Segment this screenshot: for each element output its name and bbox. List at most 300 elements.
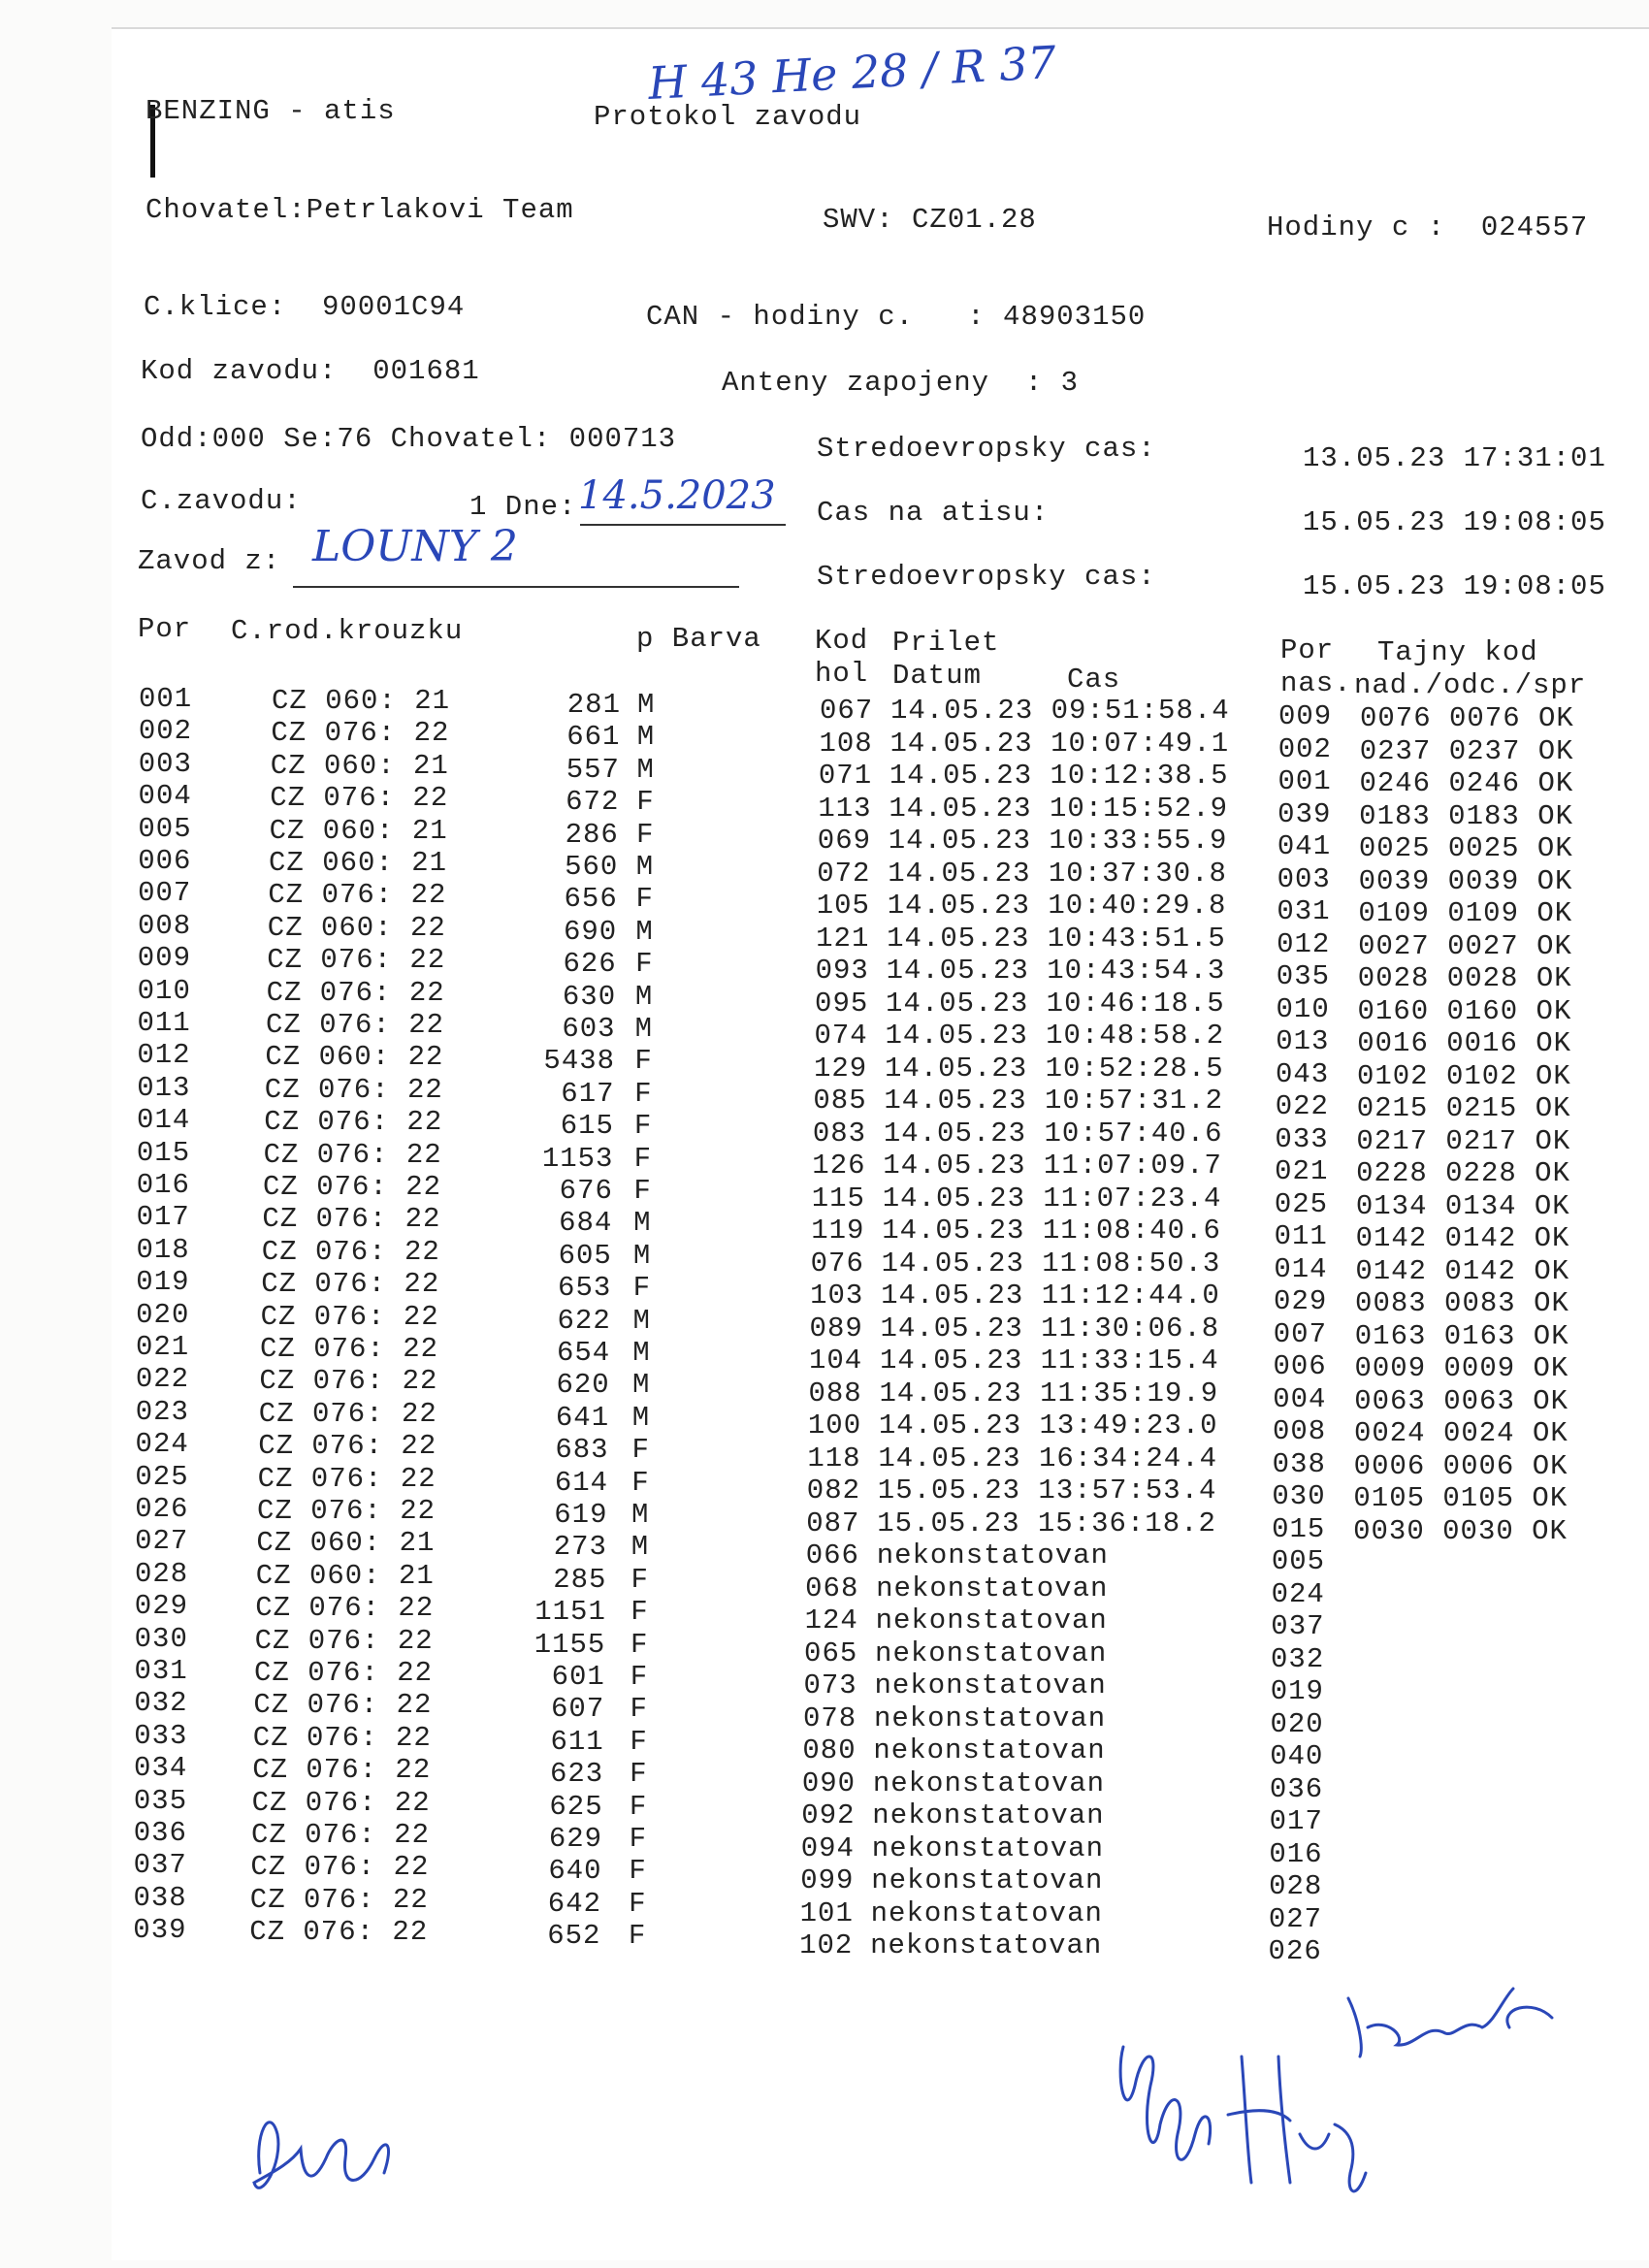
- row-ring-number: 1151: [534, 1596, 606, 1629]
- col-ring: C.rod.krouzku: [231, 615, 464, 647]
- row-kod: 101: [799, 1896, 854, 1929]
- row-ring: CZ 076: 22: [267, 944, 446, 977]
- row-arrival: nekonstatovan: [876, 1571, 1109, 1604]
- row-kod: 067: [820, 695, 874, 727]
- row-secret-code: 0246 0246 OK: [1359, 767, 1574, 799]
- row-ring-number: 620: [556, 1369, 610, 1402]
- row-por-nas: 025: [1274, 1187, 1329, 1220]
- row-secret-code: 0063 0063 OK: [1354, 1384, 1569, 1417]
- row-por-nas: 029: [1274, 1285, 1328, 1317]
- row-ring: CZ 076: 22: [254, 1657, 434, 1689]
- row-kod: 069: [817, 825, 872, 857]
- row-ring: CZ 076: 22: [252, 1721, 432, 1754]
- cet-value-2: 15.05.23 19:08:05: [1303, 570, 1606, 602]
- row-ring: CZ 076: 22: [251, 1786, 431, 1819]
- row-ring-number: 603: [562, 1013, 616, 1045]
- row-por: 039: [133, 1914, 187, 1947]
- row-sex: F: [630, 1563, 649, 1596]
- row-por: 021: [136, 1331, 190, 1363]
- row-secret-code: 0024 0024 OK: [1353, 1417, 1568, 1449]
- row-por-nas: 033: [1275, 1122, 1329, 1155]
- row-por-nas: 028: [1269, 1870, 1323, 1902]
- row-secret-code: 0228 0228 OK: [1356, 1157, 1570, 1189]
- row-sex: M: [637, 689, 656, 721]
- row-arrival: 14.05.23 10:43:54.3: [886, 955, 1226, 987]
- row-ring-number: 626: [563, 948, 617, 981]
- row-kod: 080: [802, 1734, 857, 1766]
- row-por: 006: [138, 845, 192, 877]
- row-por: 018: [136, 1233, 190, 1266]
- row-kod: 100: [807, 1409, 862, 1442]
- row-ring-number: 615: [560, 1110, 614, 1143]
- row-por: 022: [135, 1363, 190, 1396]
- row-por-nas: 011: [1274, 1220, 1328, 1252]
- row-por-nas: 037: [1271, 1610, 1325, 1642]
- row-ring-number: 611: [550, 1725, 604, 1758]
- row-sex: F: [636, 818, 655, 851]
- row-kod: 085: [813, 1085, 867, 1117]
- row-sex: M: [632, 1239, 652, 1272]
- row-kod: 093: [815, 955, 869, 987]
- row-secret-code: 0160 0160 OK: [1357, 994, 1572, 1027]
- signature-2: [1120, 1989, 1552, 2191]
- row-ring: CZ 076: 22: [268, 879, 447, 912]
- row-sex: M: [631, 1499, 650, 1531]
- row-arrival: 14.05.23 11:35:19.9: [879, 1377, 1219, 1409]
- row-arrival: 14.05.23 10:07:49.1: [889, 727, 1230, 760]
- col-secret: Tajny kod: [1377, 636, 1538, 668]
- col-secret-sub: nad./odc./spr: [1354, 669, 1587, 701]
- row-kod: 099: [800, 1864, 855, 1896]
- row-kod: 104: [809, 1345, 863, 1377]
- row-por-nas: 039: [1277, 797, 1332, 830]
- row-por-nas: 003: [1277, 862, 1331, 895]
- row-arrival: 14.05.23 10:46:18.5: [886, 987, 1225, 1020]
- row-kod: 082: [806, 1474, 861, 1507]
- row-kod: 078: [802, 1701, 857, 1734]
- row-ring-number: 629: [548, 1823, 603, 1855]
- row-ring: CZ 076: 22: [264, 1073, 443, 1106]
- atis-time-value: 15.05.23 19:08:05: [1303, 506, 1606, 538]
- row-ring-number: 654: [556, 1337, 611, 1369]
- row-arrival: 14.05.23 09:51:58.4: [890, 695, 1230, 727]
- row-por: 017: [136, 1201, 190, 1234]
- row-sex: F: [633, 1175, 652, 1207]
- row-por-nas: 043: [1275, 1057, 1330, 1090]
- row-arrival: nekonstatovan: [870, 1896, 1103, 1929]
- row-kod: 108: [819, 727, 873, 760]
- row-arrival: nekonstatovan: [871, 1864, 1104, 1896]
- row-por: 007: [138, 877, 192, 910]
- row-por-nas: 036: [1269, 1772, 1324, 1805]
- row-secret-code: 0163 0163 OK: [1354, 1319, 1569, 1352]
- row-ring-number: 281: [566, 689, 621, 721]
- row-por-nas: 030: [1272, 1480, 1326, 1512]
- row-secret-code: 0039 0039 OK: [1358, 864, 1573, 897]
- row-por: 013: [137, 1071, 191, 1104]
- row-ring: CZ 076: 22: [252, 1754, 432, 1787]
- row-por-nas: 002: [1277, 732, 1332, 765]
- row-ring: CZ 076: 22: [258, 1430, 437, 1463]
- row-por-nas: 032: [1271, 1642, 1325, 1675]
- row-ring: CZ 076: 22: [254, 1624, 434, 1657]
- row-por-nas: 027: [1268, 1902, 1323, 1935]
- row-kod: 094: [800, 1831, 855, 1864]
- row-por-nas: 004: [1273, 1382, 1327, 1415]
- row-sex: F: [628, 1920, 647, 1953]
- row-kod: 074: [814, 1020, 868, 1052]
- row-por-nas: 038: [1272, 1447, 1326, 1480]
- row-kod: 072: [817, 857, 871, 890]
- row-arrival: nekonstatovan: [875, 1636, 1108, 1669]
- row-arrival: 14.05.23 10:33:55.9: [888, 825, 1228, 857]
- signature-1: [254, 2122, 389, 2188]
- row-por: 020: [136, 1298, 190, 1331]
- row-secret-code: 0105 0105 OK: [1353, 1482, 1568, 1514]
- row-ring: CZ 076: 22: [271, 717, 450, 750]
- row-kod: 113: [818, 792, 872, 825]
- row-ring: CZ 076: 22: [259, 1365, 438, 1398]
- breeder-line: Chovatel:Petrlakovi Team: [146, 194, 574, 226]
- row-por: 019: [136, 1266, 190, 1299]
- row-ring-number: 557: [566, 753, 620, 786]
- row-arrival: 14.05.23 13:49:23.0: [878, 1409, 1218, 1442]
- row-ring: CZ 076: 22: [260, 1300, 439, 1333]
- row-sex: F: [629, 1887, 647, 1920]
- row-ring: CZ 076: 22: [270, 782, 449, 815]
- row-ring-number: 683: [555, 1434, 609, 1467]
- row-ring-number: 623: [549, 1758, 604, 1791]
- row-ring: CZ 076: 22: [264, 1106, 443, 1139]
- page-title: Protokol zavodu: [594, 101, 862, 133]
- row-secret-code: 0009 0009 OK: [1354, 1352, 1569, 1384]
- row-secret-code: 0134 0134 OK: [1355, 1189, 1570, 1222]
- row-por: 010: [137, 974, 191, 1007]
- row-kod: 092: [801, 1799, 856, 1831]
- row-arrival: 14.05.23 10:15:52.9: [889, 792, 1228, 825]
- row-sex: F: [629, 1823, 647, 1855]
- cet-label-2: Stredoevropsky cas:: [817, 561, 1156, 593]
- row-ring-number: 676: [559, 1175, 613, 1207]
- row-por: 016: [136, 1169, 190, 1201]
- row-ring: CZ 076: 22: [261, 1268, 440, 1301]
- row-ring-number: 656: [564, 883, 618, 916]
- row-por: 012: [137, 1039, 191, 1072]
- row-ring-number: 560: [565, 851, 619, 883]
- row-kod: 087: [806, 1507, 860, 1539]
- row-sex: M: [635, 915, 654, 948]
- row-ring: CZ 060: 21: [255, 1559, 435, 1592]
- row-por: 036: [133, 1817, 187, 1849]
- row-secret-code: 0102 0102 OK: [1356, 1059, 1571, 1092]
- row-arrival: nekonstatovan: [871, 1831, 1104, 1864]
- col-sex-color: p Barva: [636, 623, 761, 655]
- cet-label-1: Stredoevropsky cas:: [817, 433, 1156, 465]
- row-secret-code: 0109 0109 OK: [1358, 897, 1573, 929]
- row-por: 035: [133, 1784, 188, 1817]
- row-ring: CZ 060: 21: [272, 685, 451, 717]
- col-por: Por: [138, 613, 192, 645]
- row-kod: 129: [813, 1052, 868, 1085]
- row-ring-number: 5438: [543, 1045, 616, 1078]
- row-por: 037: [133, 1849, 187, 1882]
- row-arrival: 14.05.23 10:40:29.8: [887, 890, 1227, 922]
- handwritten-header-note: H 43 He 28 / R 37: [646, 36, 1058, 110]
- row-por: 033: [134, 1719, 188, 1752]
- col-cas: Cas: [1067, 664, 1121, 696]
- system-name: BENZING - atis: [146, 95, 396, 127]
- row-sex: F: [634, 1045, 653, 1078]
- row-secret-code: 0016 0016 OK: [1357, 1027, 1572, 1059]
- row-ring-number: 625: [549, 1790, 603, 1823]
- row-ring: CZ 076: 22: [253, 1689, 433, 1722]
- row-ring-number: 622: [557, 1304, 611, 1337]
- row-kod: 073: [803, 1669, 857, 1701]
- row-kod: 124: [804, 1604, 858, 1636]
- row-secret-code: 0083 0083 OK: [1355, 1287, 1569, 1319]
- row-ring: CZ 076: 22: [251, 1819, 431, 1851]
- row-sex: M: [633, 1207, 652, 1240]
- row-arrival: 14.05.23 10:43:51.5: [887, 922, 1226, 955]
- col-por2: Por: [1280, 634, 1335, 666]
- row-ring: CZ 076: 22: [257, 1462, 436, 1495]
- row-kod: 068: [805, 1571, 859, 1604]
- row-por-nas: 026: [1268, 1935, 1322, 1967]
- row-ring: CZ 076: 22: [249, 1916, 429, 1949]
- row-por-nas: 009: [1278, 700, 1333, 732]
- row-ring-number: 614: [554, 1466, 609, 1499]
- row-arrival: nekonstatovan: [870, 1929, 1103, 1961]
- row-por-nas: 013: [1276, 1025, 1330, 1057]
- row-por: 028: [134, 1557, 189, 1590]
- row-kod: 088: [808, 1377, 862, 1409]
- row-ring-number: 619: [554, 1499, 608, 1531]
- row-por-nas: 024: [1271, 1577, 1325, 1610]
- row-kod: 066: [805, 1539, 859, 1571]
- row-sex: M: [636, 721, 656, 754]
- row-por-nas: 001: [1277, 765, 1332, 797]
- row-kod: 105: [816, 890, 870, 922]
- row-por: 031: [134, 1655, 188, 1687]
- row-arrival: nekonstatovan: [876, 1539, 1109, 1571]
- row-ring: CZ 060: 22: [267, 911, 446, 944]
- row-ring: CZ 076: 22: [266, 1009, 445, 1041]
- row-sex: F: [629, 1855, 647, 1888]
- row-ring-number: 640: [548, 1855, 602, 1888]
- row-arrival: nekonstatovan: [872, 1799, 1105, 1831]
- row-ring: CZ 076: 22: [261, 1235, 440, 1268]
- row-ring: CZ 076: 22: [249, 1883, 429, 1916]
- row-por-nas: 021: [1275, 1155, 1329, 1187]
- row-secret-code: 0237 0237 OK: [1359, 734, 1574, 767]
- row-arrival: 14.05.23 10:57:40.6: [883, 1117, 1223, 1150]
- row-kod: 083: [812, 1117, 867, 1150]
- row-arrival: nekonstatovan: [873, 1734, 1106, 1766]
- row-por: 029: [134, 1590, 189, 1623]
- row-sex: F: [630, 1725, 648, 1758]
- row-secret-code: 0076 0076 OK: [1360, 702, 1574, 734]
- row-ring: CZ 076: 22: [255, 1592, 435, 1625]
- row-ring-number: 661: [566, 721, 621, 754]
- row-kod: 115: [811, 1182, 865, 1215]
- row-ring-number: 617: [561, 1077, 615, 1110]
- row-secret-code: 0142 0142 OK: [1355, 1254, 1570, 1287]
- row-por-nas: 007: [1273, 1317, 1327, 1350]
- row-arrival: nekonstatovan: [872, 1766, 1106, 1799]
- row-ring: CZ 076: 22: [266, 976, 445, 1009]
- row-sex: F: [629, 1790, 648, 1823]
- row-por: 024: [135, 1428, 189, 1461]
- row-kod: 065: [804, 1636, 858, 1669]
- row-sex: M: [631, 1401, 651, 1434]
- row-sex: F: [636, 786, 655, 819]
- row-por: 025: [135, 1460, 189, 1493]
- row-ring-number: 605: [558, 1239, 612, 1272]
- row-por-nas: 005: [1271, 1545, 1326, 1577]
- row-por: 005: [138, 812, 192, 845]
- row-ring-number: 630: [562, 980, 617, 1013]
- row-por: 015: [136, 1136, 191, 1169]
- row-kod: 095: [815, 987, 869, 1020]
- row-secret-code: 0006 0006 OK: [1353, 1449, 1568, 1482]
- row-ring-number: 1155: [534, 1628, 606, 1661]
- row-sex: F: [635, 883, 654, 916]
- row-por-nas: 006: [1273, 1350, 1327, 1382]
- row-ring: CZ 076: 22: [258, 1397, 437, 1430]
- row-sex: F: [632, 1272, 652, 1305]
- row-ring-number: 684: [559, 1207, 613, 1240]
- key-number: C.klice: 90001C94: [144, 291, 466, 323]
- row-ring-number: 672: [566, 786, 620, 819]
- row-ring-number: 601: [551, 1661, 605, 1693]
- row-ring-number: 1153: [541, 1142, 614, 1175]
- row-por-nas: 008: [1272, 1415, 1327, 1447]
- row-por-nas: 040: [1270, 1740, 1324, 1772]
- row-ring: CZ 060: 21: [269, 847, 448, 879]
- row-ring: CZ 076: 22: [260, 1333, 439, 1365]
- row-por: 032: [134, 1687, 188, 1720]
- row-por: 014: [137, 1104, 191, 1137]
- section-line: Odd:000 Se:76 Chovatel: 000713: [141, 423, 677, 455]
- row-secret-code: 0030 0030 OK: [1353, 1514, 1568, 1547]
- row-sex: F: [630, 1628, 649, 1661]
- row-ring-number: 607: [551, 1693, 605, 1726]
- row-por-nas: 014: [1274, 1252, 1328, 1285]
- row-por-nas: 010: [1276, 992, 1330, 1025]
- col-hol: hol: [815, 658, 869, 690]
- row-arrival: 14.05.23 10:37:30.8: [888, 857, 1227, 890]
- can-clock-number: CAN - hodiny c. : 48903150: [646, 301, 1147, 333]
- race-day-handwritten: 14.5.2023: [578, 473, 776, 518]
- row-sex: M: [630, 1531, 650, 1564]
- row-sex: F: [630, 1661, 649, 1693]
- row-secret-code: 0027 0027 OK: [1358, 929, 1572, 962]
- row-kod: 126: [812, 1150, 866, 1182]
- row-por-nas: 041: [1277, 830, 1332, 862]
- atis-time-label: Cas na atisu:: [817, 497, 1050, 529]
- row-por: 009: [137, 942, 192, 975]
- row-arrival: nekonstatovan: [875, 1604, 1108, 1636]
- col-prilet: Prilet: [892, 627, 1000, 659]
- row-arrival: nekonstatovan: [874, 1669, 1107, 1701]
- race-number-label: C.zavodu:: [141, 485, 302, 517]
- row-secret-code: 0142 0142 OK: [1355, 1222, 1570, 1254]
- row-secret-code: 0028 0028 OK: [1357, 962, 1572, 994]
- row-sex: M: [632, 1304, 651, 1337]
- row-sex: F: [630, 1758, 648, 1791]
- row-sex: F: [635, 948, 654, 981]
- row-ring: CZ 060: 21: [269, 814, 448, 847]
- row-por: 008: [137, 909, 192, 942]
- race-code: Kod zavodu: 001681: [141, 355, 480, 387]
- row-por-nas: 017: [1269, 1805, 1323, 1837]
- row-por-nas: 012: [1277, 927, 1331, 960]
- row-ring: CZ 076: 22: [262, 1203, 441, 1236]
- row-ring: CZ 076: 22: [263, 1138, 442, 1171]
- row-arrival: 14.05.23 11:12:44.0: [881, 1280, 1220, 1312]
- row-por-nas: 019: [1270, 1675, 1324, 1707]
- row-por: 004: [138, 780, 192, 813]
- col-datum: Datum: [892, 660, 983, 692]
- row-arrival: 14.05.23 11:08:40.6: [882, 1215, 1221, 1247]
- row-sex: F: [633, 1142, 653, 1175]
- row-sex: M: [635, 851, 655, 883]
- row-ring-number: 652: [547, 1920, 601, 1953]
- row-sex: F: [631, 1466, 650, 1499]
- clock-number: Hodiny c : 024557: [1267, 211, 1589, 243]
- row-por: 002: [138, 715, 193, 748]
- col-kod: Kod: [815, 625, 869, 657]
- row-arrival: 14.05.23 10:48:58.2: [885, 1020, 1225, 1052]
- row-sex: F: [630, 1596, 649, 1629]
- row-arrival: 14.05.23 10:12:38.5: [889, 760, 1229, 792]
- row-arrival: 14.05.23 11:07:09.7: [883, 1150, 1222, 1182]
- row-ring: CZ 060: 21: [270, 749, 449, 782]
- row-kod: 071: [818, 760, 873, 792]
- row-por-nas: 015: [1272, 1512, 1326, 1545]
- row-ring-number: 653: [558, 1272, 612, 1305]
- row-ring: CZ 076: 22: [257, 1495, 436, 1527]
- race-from-handwritten: LOUNY 2: [312, 522, 518, 571]
- row-arrival: 15.05.23 15:36:18.2: [877, 1507, 1216, 1539]
- col-nas: nas.: [1280, 667, 1352, 699]
- row-sex: F: [631, 1434, 650, 1467]
- row-por-nas: 020: [1270, 1707, 1324, 1740]
- row-arrival: 14.05.23 10:57:31.2: [884, 1085, 1224, 1117]
- row-por: 026: [135, 1493, 189, 1525]
- swv-version: SWV: CZ01.28: [823, 204, 1037, 236]
- row-sex: M: [634, 1013, 653, 1045]
- row-sex: M: [632, 1337, 651, 1369]
- row-arrival: 15.05.23 13:57:53.4: [877, 1474, 1217, 1507]
- row-kod: 102: [799, 1929, 854, 1961]
- row-ring: CZ 076: 22: [263, 1171, 442, 1203]
- row-kod: 076: [810, 1247, 864, 1280]
- row-por-nas: 016: [1269, 1837, 1323, 1870]
- row-ring: CZ 076: 22: [250, 1851, 430, 1884]
- row-secret-code: 0215 0215 OK: [1356, 1092, 1571, 1124]
- row-secret-code: 0025 0025 OK: [1358, 832, 1573, 864]
- row-secret-code: 0183 0183 OK: [1359, 799, 1574, 832]
- row-sex: M: [634, 980, 654, 1013]
- row-ring-number: 642: [547, 1887, 602, 1920]
- row-por: 027: [135, 1525, 189, 1558]
- row-ring: CZ 060: 21: [256, 1527, 436, 1560]
- row-arrival: 14.05.23 16:34:24.4: [878, 1442, 1217, 1474]
- row-sex: M: [636, 753, 655, 786]
- row-por: 034: [134, 1752, 188, 1785]
- row-por-nas: 031: [1277, 895, 1331, 927]
